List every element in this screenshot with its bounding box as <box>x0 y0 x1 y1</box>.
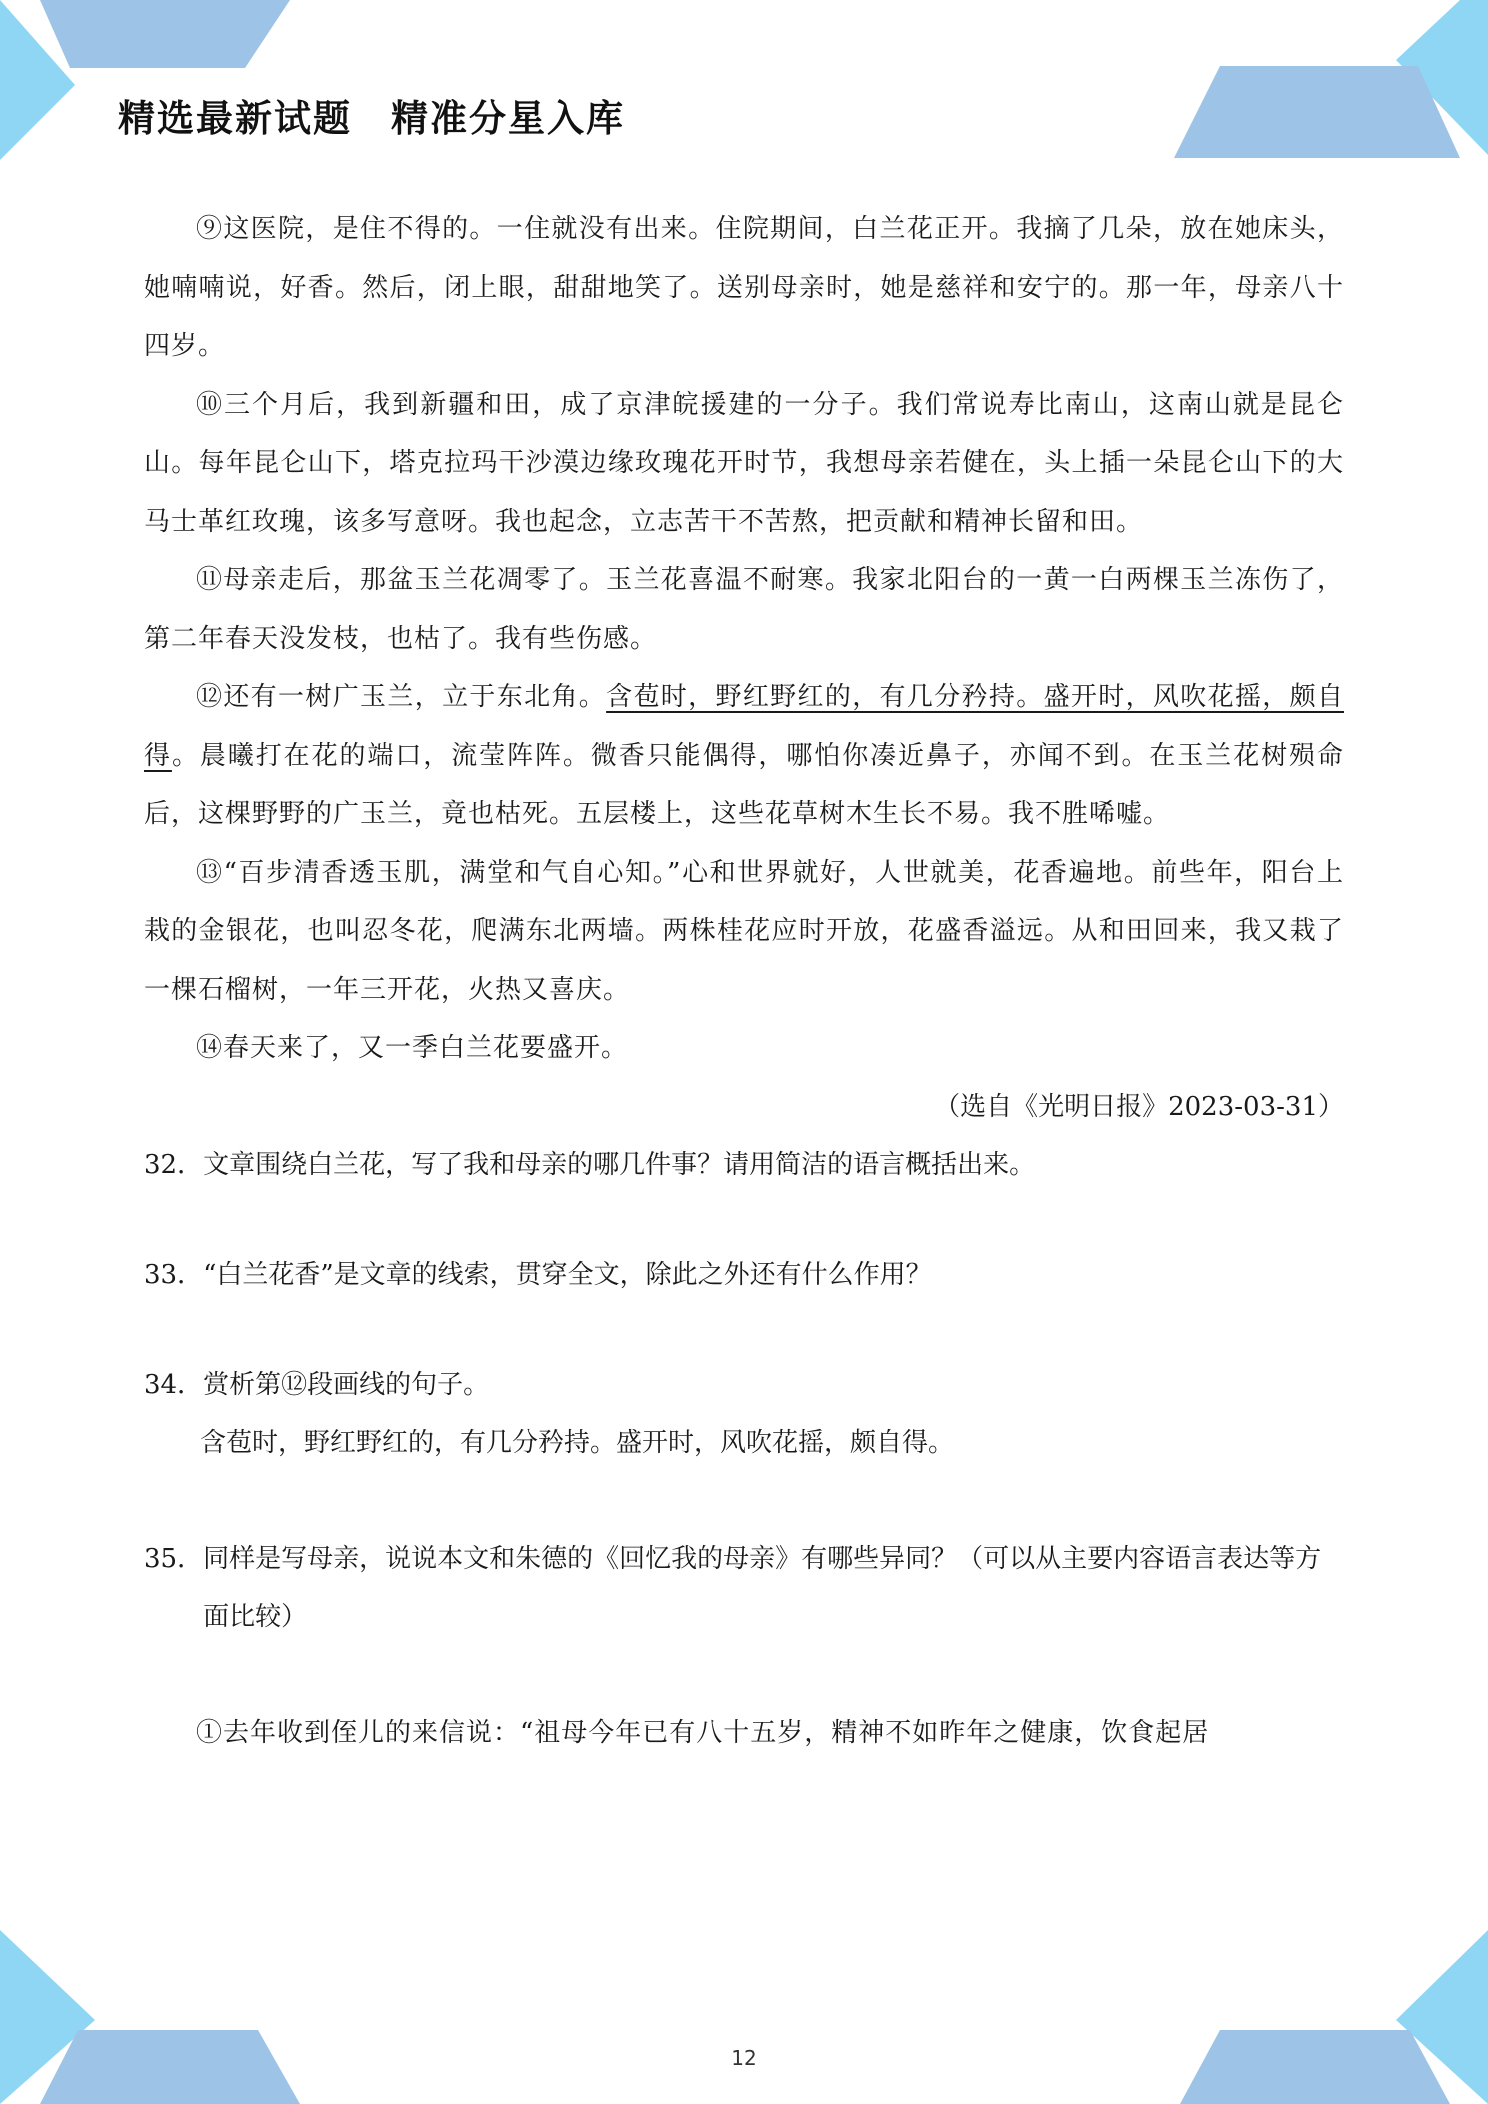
question-text: 文章围绕白兰花，写了我和母亲的哪几件事？请用简洁的语言概括出来。 <box>203 1149 1036 1180</box>
underlined-sentence: 含苞时，野红野红的，有几分矜持。盛开时，风吹花摇，颇自得 <box>144 682 1344 771</box>
question-34 <box>144 1356 1344 1414</box>
question-number: 35． <box>144 1543 204 1574</box>
passage-paragraph-12 <box>144 668 1344 844</box>
decorative-corner-bottom-right <box>1160 1930 1488 2104</box>
question-text: “白兰花香”是文章的线索，贯穿全文，除此之外还有什么作用？ <box>203 1259 932 1290</box>
paragraph-12-rest: 。晨曦打在花的端口，流莹阵阵。微香只能偶得，哪怕你凑近鼻子，亦闻不到。在玉兰花树殒命后，这棵野野的广玉兰，竟也枯死。五层楼上，这些花草树木生长不易。我不胜唏嘘。 <box>144 740 1344 829</box>
passage-source: （选自《光明日报》2023-03-31） <box>934 1091 1344 1122</box>
passage-paragraph-9: ⑨这医院，是住不得的。一住就没有出来。住院期间，白兰花正开。我摘了几朵，放在她床头，她喃喃说，好香。然后，闭上眼，甜甜地笑了。送别母亲时，她是慈祥和安宁的。那一年，母亲八十四岁。 <box>144 214 1344 361</box>
passage-paragraph-10: ⑩三个月后，我到新疆和田，成了京津皖援建的一分子。我们常说寿比南山，这南山就是昆仑山。每年昆仑山下，塔克拉玛干沙漠边缘玫瑰花开时节，我想母亲若健在，头上插一朵昆仑山下的大马士革红玫瑰，该多写意呀。我也起念，立志苦干不苦熬，把贡献和精神长留和田。 <box>144 389 1344 537</box>
passage-paragraph-14: ⑭春天来了，又一季白兰花要盛开。 <box>196 1033 629 1063</box>
question-number: 34． <box>144 1369 204 1400</box>
question-number: 33． <box>144 1259 204 1290</box>
page-number: 12 <box>731 2046 757 2070</box>
decorative-corner-bottom-left <box>0 1930 300 2104</box>
passage-paragraph-13: ⑬“百步清香透玉肌，满堂和气自心知。”心和世界就好，人世就美，花香遍地。前些年，阳台上栽的金银花，也叫忍冬花，爬满东北两墙。两株桂花应时开放，花盛香溢远。从和田回来，我又栽了一棵石榴树，一年三开花，火热又喜庆。 <box>144 857 1344 1005</box>
next-passage-paragraph-1: ①去年收到侄儿的来信说：“祖母今年已有八十五岁，精神不如昨年之健康，饮食起居 <box>196 1717 1210 1748</box>
passage-paragraph-11: ⑪母亲走后，那盆玉兰花凋零了。玉兰花喜温不耐寒。我家北阳台的一黄一白两棵玉兰冻伤了，第二年春天没发枝，也枯了。我有些伤感。 <box>144 565 1344 654</box>
question-34-quote: 含苞时，野红野红的，有几分矜持。盛开时，风吹花摇，颇自得。 <box>200 1427 955 1458</box>
question-35 <box>144 1530 1344 1646</box>
decorative-corner-top-left <box>0 0 300 170</box>
question-text: 同样是写母亲，说说本文和朱德的《回忆我的母亲》有哪些异同？（可以从主要内容语言表达等方面比较） <box>203 1543 1322 1632</box>
main-content <box>144 200 1344 1762</box>
question-text: 赏析第⑫段画线的句子。 <box>203 1369 490 1400</box>
question-33 <box>144 1246 1344 1304</box>
page-header-title: 精选最新试题 精准分星入库 <box>118 97 625 140</box>
decorative-corner-top-right <box>1160 0 1488 170</box>
question-32 <box>144 1136 1344 1194</box>
paragraph-12-intro: ⑫还有一树广玉兰，立于东北角。 <box>196 682 607 712</box>
question-number: 32． <box>144 1149 204 1180</box>
